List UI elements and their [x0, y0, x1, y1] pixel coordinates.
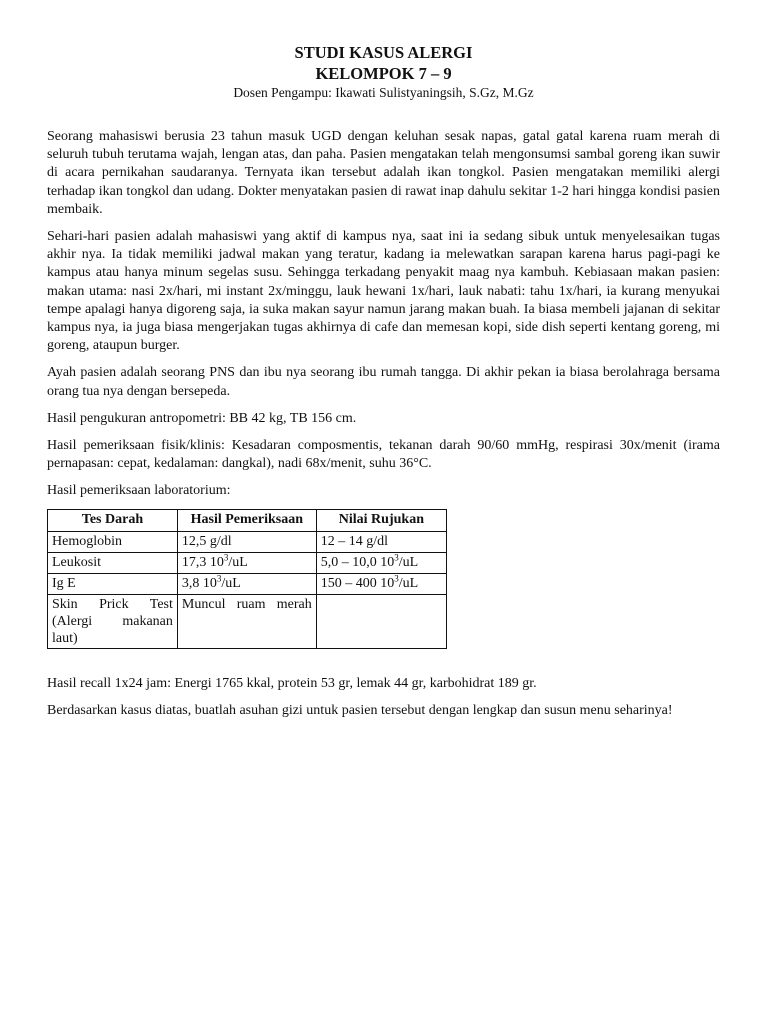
- cell-test: Skin Prick Test (Alergi makanan laut): [48, 594, 178, 648]
- anthropometry-paragraph: Hasil pengukuran antropometri: BB 42 kg, TB 156 cm.: [47, 410, 357, 426]
- title-line-2: KELOMPOK 7 – 9: [315, 64, 452, 83]
- case-paragraph-3: Ayah pasien adalah seorang PNS dan ibu nya seorang ibu rumah tangga. Di akhir pekan ia biasa berolahraga bersama orang tua nya dengan bersepeda.: [47, 365, 720, 399]
- header-result: Hasil Pemeriksaan: [177, 509, 316, 531]
- cell-result: 3,8 $10^3/uL$: [177, 573, 316, 594]
- header-test: Tes Darah: [48, 509, 178, 531]
- cell-result: 12,5 g/dl: [177, 531, 316, 552]
- cell-result: Muncul ruam merah: [177, 594, 316, 648]
- cell-reference: 5,0 – 10,0 $10^3/uL$: [316, 552, 446, 573]
- table-row: [48, 552, 447, 573]
- cell-reference: [316, 594, 446, 648]
- cell-test: Leukosit: [48, 552, 178, 573]
- table-row: [48, 573, 447, 594]
- title-line-1: STUDI KASUS ALERGI: [294, 43, 473, 62]
- lab-results-table: [47, 509, 447, 649]
- document-page: [47, 42, 720, 720]
- table-row: [48, 594, 447, 648]
- table-row: [48, 531, 447, 552]
- cell-reference: 12 – 14 g/dl: [316, 531, 446, 552]
- lab-intro: Hasil pemeriksaan laboratorium:: [47, 483, 231, 499]
- recall-paragraph: Hasil recall 1x24 jam: Energi 1765 kkal, protein 53 gr, lemak 44 gr, karbohidrat 189 gr.: [47, 675, 537, 691]
- cell-result: 17,3 $10^3/uL$: [177, 552, 316, 573]
- case-paragraph-2: Sehari-hari pasien adalah mahasiswi yang aktif di kampus nya, saat ini ia sedang sibuk untuk menyelesaikan tugas akhir nya. Ia tidak memiliki jadwal makan yang teratur, kadang ia melewatkan sarapan karena harus pagi-pagi ke kampus atau hanya minum segelas susu. Sehingga terkadang penyakit maag nya kambuh. Kebiasaan makan pasien: makan utama: nasi 2x/hari, mi instant 2x/minggu, lauk hewani 1x/hari, lauk nabati: tahu 1x/hari, ia kurang menyukai tempe apalagi hanya digoreng saja, ia suka makan sayur namun jarang makan buah. Ia biasa membeli jajanan di sekitar kampus nya, ia juga biasa mengerjakan tugas akhirnya di cafe dan memesan kopi, side dish seperti kentang goreng, mi goreng, ataupun burger.: [47, 229, 720, 354]
- cell-test: Hemoglobin: [48, 531, 178, 552]
- header-reference: Nilai Rujukan: [316, 509, 446, 531]
- table-header-row: [48, 509, 447, 531]
- case-paragraph-1: Seorang mahasiswi berusia 23 tahun masuk UGD dengan keluhan sesak napas, gatal gatal karena ruam merah di seluruh tubuh terutama wajah, lengan atas, dan paha. Pasien mengatakan telah mengonsumsi sambal goreng ikan suwir di acara pernikahan saudaranya. Ternyata ikan tersebut adalah ikan tongkol. Pasien mengatakan memiliki alergi terhadap ikan tongkol dan udang. Dokter menyatakan pasien di rawat inap dahulu sekitar 1-2 hari hingga kondisi pasien membaik.: [47, 129, 720, 217]
- cell-reference: 150 – 400 $10^3/uL$: [316, 573, 446, 594]
- lecturer-line: Dosen Pengampu: Ikawati Sulistyaningsih, S.Gz, M.Gz: [233, 85, 534, 100]
- cell-test: Ig E: [48, 573, 178, 594]
- clinical-paragraph: Hasil pemeriksaan fisik/klinis: Kesadaran composmentis, tekanan darah 90/60 mmHg, respirasi 30x/menit (irama pernapasan: cepat, kedalaman: dangkal), nadi 68x/menit, suhu 36°C.: [47, 438, 720, 472]
- document-title: [47, 42, 720, 84]
- task-paragraph: Berdasarkan kasus diatas, buatlah asuhan gizi untuk pasien tersebut dengan lengkap dan susun menu seharinya!: [47, 702, 673, 718]
